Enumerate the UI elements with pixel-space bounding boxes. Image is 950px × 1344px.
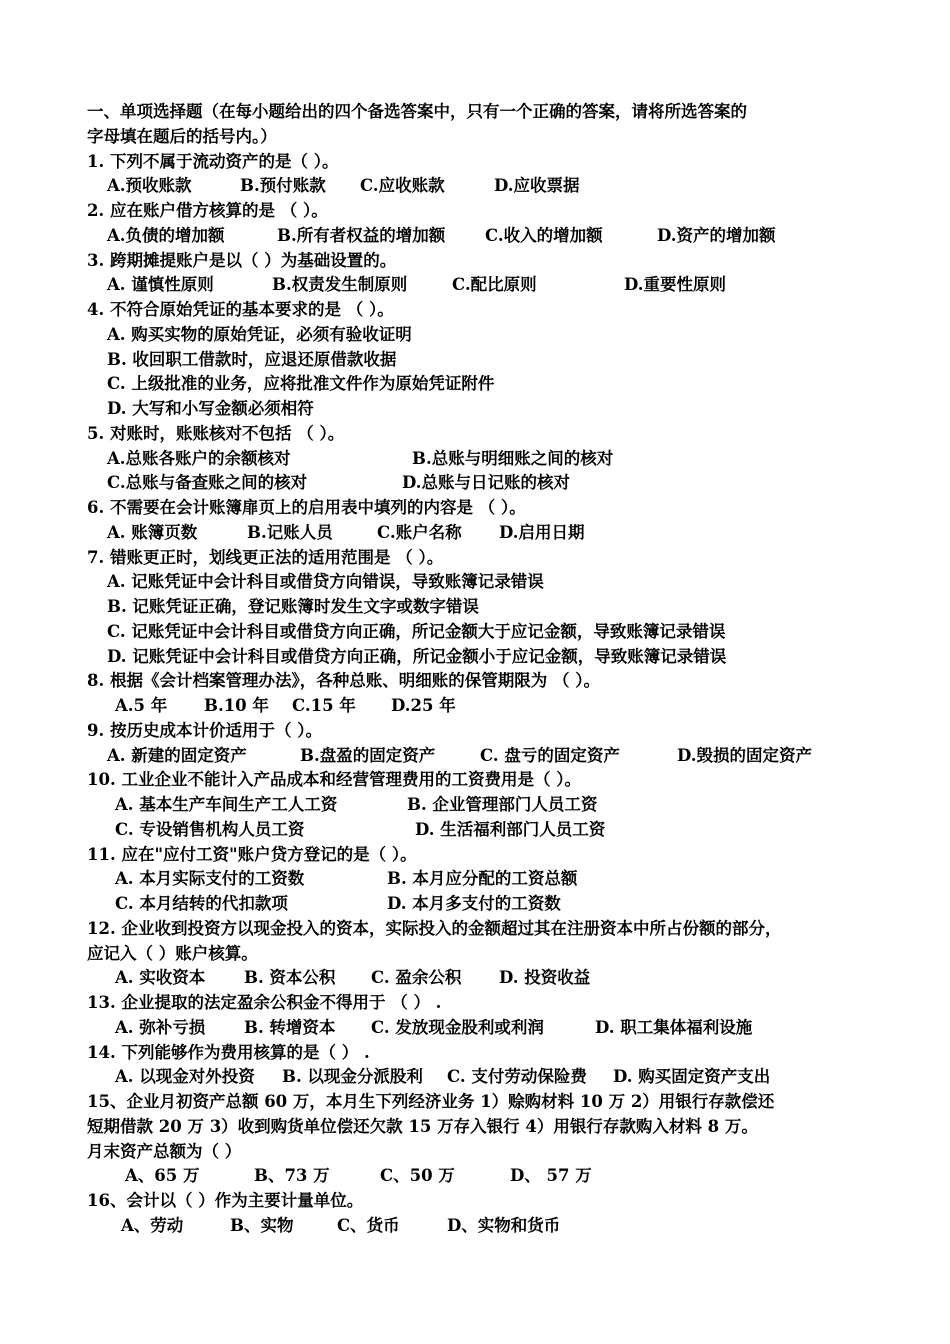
q2-option-b: B.所有者权益的增加额 [277,225,446,245]
question-12-stem-line-1: 12. 企业收到投资方以现金投入的资本，实际投入的金额超过其在注册资本中所占份额的部分， [87,918,782,938]
q8-option-a: A.5 年 [115,696,168,715]
question-8-options [87,694,877,719]
question-1-stem: 1. 下列不属于流动资产的是（ ）。 [87,151,339,171]
question-10-options-row-2 [87,818,877,843]
q13-option-c: C. 发放现金股利或利润 [371,1017,544,1037]
q13-option-d: D. 职工集体福利设施 [595,1017,753,1037]
question-9-options [87,744,877,769]
q2-option-d: D.资产的增加额 [657,225,776,245]
q6-option-a: A. 账簿页数 [107,522,198,542]
q16-option-a: A、劳动 [121,1215,184,1235]
section-heading-line-2: 字母填在题后的括号内。） [87,126,277,146]
q7-option-d: D. 记账凭证中会计科目或借贷方向正确，所记金额小于应记金额，导致账簿记录错误 [107,646,727,666]
question-6-stem: 6. 不需要在会计账簿扉页上的启用表中填列的内容是 （ ）。 [87,498,526,517]
question-16-stem: 16、会计以（ ）作为主要计量单位。 [87,1191,364,1210]
q15-option-d: D、 57 万 [510,1166,592,1186]
question-14-options [87,1065,877,1090]
q9-option-a: A. 新建的固定资产 [107,745,247,765]
question-12-stem-line-2: 应记入（ ）账户核算。 [87,943,258,963]
q5-option-a: A.总账各账户的余额核对 [107,448,291,468]
question-4-stem: 4. 不符合原始凭证的基本要求的是 （ ）。 [87,300,394,319]
q16-option-d: D、实物和货币 [447,1215,561,1235]
question-15-options [87,1164,877,1189]
q12-option-b: B. 资本公积 [244,968,336,988]
q5-option-c: C.总账与备查账之间的核对 [107,473,308,493]
q5-option-d: D.总账与日记账的核对 [402,473,570,493]
q10-option-b: B. 企业管理部门人员工资 [407,795,598,814]
question-2-options [87,224,877,249]
question-5-options-row-1 [87,447,877,472]
q12-option-d: D. 投资收益 [499,968,591,988]
q1-option-a: A.预收账款 [107,176,192,196]
q1-option-b: B.预付账款 [240,176,326,196]
q4-option-c: C. 上级批准的业务，应将批准文件作为原始凭证附件 [107,374,495,394]
exam-document [87,100,877,1239]
q11-option-a: A. 本月实际支付的工资数 [115,869,305,889]
q12-option-a: A. 实收资本 [115,968,206,988]
question-10-stem: 10. 工业企业不能计入产品成本和经营管理费用的工资费用是（ ）。 [87,770,581,790]
q1-option-d: D.应收票据 [494,176,580,196]
q2-option-a: A.负债的增加额 [107,225,225,245]
question-11-stem: 11. 应在"应付工资"账户贷方登记的是（ ）。 [87,844,417,864]
section-heading-line-1: 一、单项选择题（在每小题给出的四个备选答案中，只有一个正确的答案，请将所选答案的 [87,102,747,121]
question-15-stem-line-1: 15、企业月初资产总额 60 万，本月生下列经济业务 1）赊购材料 10 万 2）用银行存款偿还 [87,1092,775,1111]
q13-option-a: A. 弥补亏损 [115,1017,206,1037]
q15-option-c: C、50 万 [380,1166,455,1186]
q4-option-b: B. 收回职工借款时，应退还原借款收据 [107,349,397,369]
q6-option-d: D.启用日期 [499,522,585,542]
question-11-options-row-1 [87,867,877,892]
q14-option-a: A. 以现金对外投资 [115,1067,255,1087]
question-15-stem-line-2: 短期借款 20 万 3）收到购货单位偿还欠款 15 万存入银行 4）用银行存款购入材料 8 万。 [87,1116,758,1136]
question-10-options-row-1 [87,793,877,818]
q7-option-c: C. 记账凭证中会计科目或借贷方向正确，所记金额大于应记金额，导致账簿记录错误 [107,621,726,641]
question-13-options [87,1016,877,1041]
q5-option-b: B.总账与明细账之间的核对 [412,448,614,468]
q3-option-a: A. 谨慎性原则 [107,275,214,295]
q13-option-b: B. 转增资本 [244,1017,336,1037]
q6-option-b: B.记账人员 [247,522,333,542]
q11-option-d: D. 本月多支付的工资数 [387,894,561,913]
q6-option-c: C.账户名称 [377,522,462,542]
q10-option-d: D. 生活福利部门人员工资 [415,819,606,839]
q10-option-c: C. 专设销售机构人员工资 [115,819,305,839]
q9-option-c: C. 盘亏的固定资产 [480,745,620,765]
question-15-stem-line-3: 月末资产总额为（ ） [87,1141,242,1161]
q16-option-b: B、实物 [230,1215,294,1235]
question-13-stem: 13. 企业提取的法定盈余公积金不得用于 （ ） . [87,993,442,1012]
question-16-options [87,1214,877,1239]
q15-option-b: B、73 万 [254,1166,330,1186]
q1-option-c: C.应收账款 [360,176,445,196]
question-8-stem: 8. 根据《会计档案管理办法》，各种总账、明细账的保管期限为 （ ）。 [87,671,600,691]
q16-option-c: C、货币 [337,1215,400,1235]
question-5-stem: 5. 对账时，账账核对不包括 （ ）。 [87,423,345,443]
question-14-stem: 14. 下列能够作为费用核算的是（ ） . [87,1042,370,1062]
q7-option-b: B. 记账凭证正确，登记账簿时发生文字或数字错误 [107,597,479,616]
q9-option-b: B.盘盈的固定资产 [300,745,436,765]
question-9-stem: 9. 按历史成本计价适用于（ ）。 [87,720,322,740]
question-3-options [87,273,877,298]
question-2-stem: 2. 应在账户借方核算的是 （ ）。 [87,201,328,220]
q12-option-c: C. 盈余公积 [371,968,462,988]
q4-option-d: D. 大写和小写金额必须相符 [107,399,314,418]
question-5-options-row-2 [87,471,877,496]
q2-option-c: C.收入的增加额 [485,225,603,245]
q8-option-d: D.25 年 [391,696,456,715]
q11-option-b: B. 本月应分配的工资总额 [387,869,578,889]
q15-option-a: A、65 万 [125,1166,200,1186]
q11-option-c: C. 本月结转的代扣款项 [115,894,288,913]
q10-option-a: A. 基本生产车间生产工人工资 [115,795,338,814]
q8-option-b: B.10 年 [204,696,269,715]
q3-option-d: D.重要性原则 [624,275,726,295]
q3-option-b: B.权责发生制原则 [272,275,408,295]
q7-option-a: A. 记账凭证中会计科目或借贷方向错误，导致账簿记录错误 [107,572,544,592]
question-12-options [87,966,877,991]
q4-option-a: A. 购买实物的原始凭证，必须有验收证明 [107,324,412,344]
question-11-options-row-2 [87,892,877,917]
question-3-stem: 3. 跨期摊提账户是以（ ）为基础设置的。 [87,250,397,270]
q14-option-c: C. 支付劳动保险费 [447,1067,587,1087]
q14-option-b: B. 以现金分派股利 [282,1067,423,1087]
question-6-options [87,521,877,546]
q8-option-c: C.15 年 [292,696,356,715]
q14-option-d: D. 购买固定资产支出 [613,1067,771,1087]
question-7-stem: 7. 错账更正时，划线更正法的适用范围是 （ ）。 [87,547,444,567]
q3-option-c: C.配比原则 [452,275,537,295]
question-1-options [87,174,877,199]
q9-option-d: D.毁损的固定资产 [677,745,812,765]
